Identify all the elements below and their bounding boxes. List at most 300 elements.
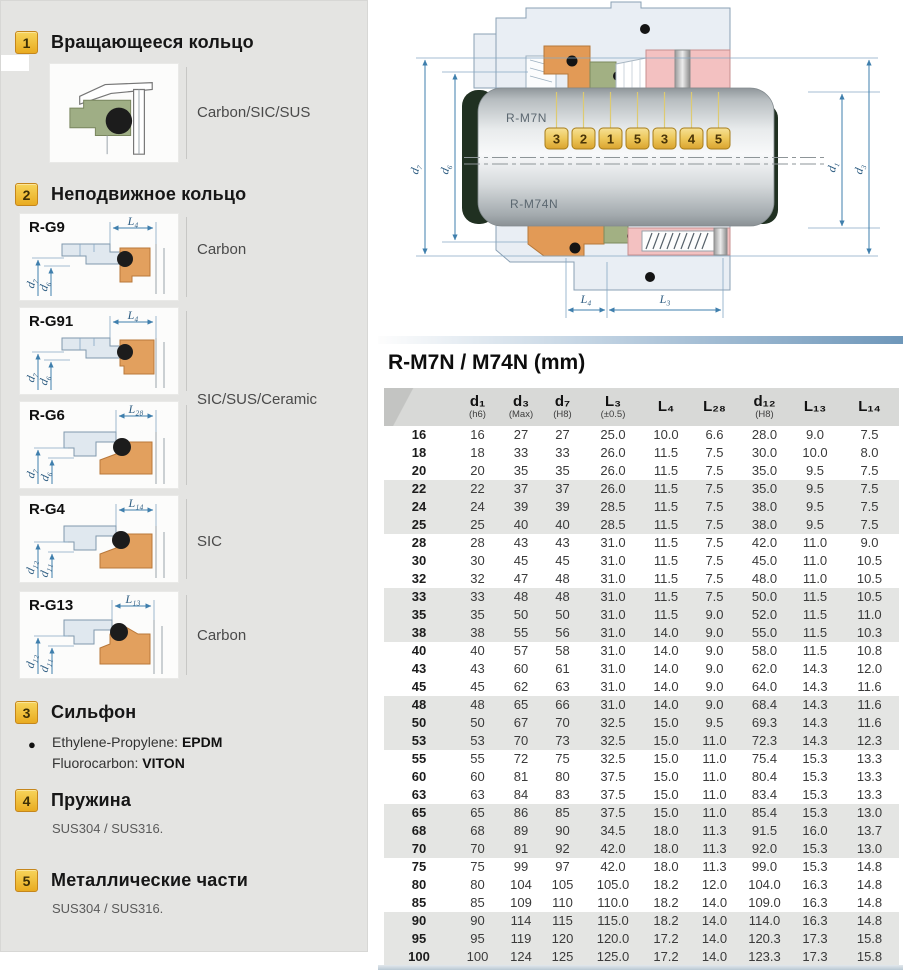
value-cell: 50 — [513, 607, 529, 622]
dim-label-d7: d₇ — [407, 162, 424, 176]
size-cell: 48 — [411, 697, 427, 712]
value-cell: 16.3 — [802, 895, 828, 910]
dim-label: L₁₄ — [128, 496, 144, 510]
value-cell: 62.0 — [751, 661, 778, 676]
table-row — [384, 570, 899, 588]
value-cell: 18.0 — [653, 859, 679, 874]
value-cell: 26.0 — [600, 463, 626, 478]
value-cell: 9.5 — [805, 481, 825, 496]
value-cell: 7.5 — [705, 481, 724, 496]
table-row — [384, 642, 899, 660]
value-cell: 90 — [555, 823, 570, 838]
size-cell: 30 — [411, 553, 427, 568]
section-title: Вращающееся кольцо — [51, 32, 254, 52]
value-cell: 80 — [555, 769, 570, 784]
dim-label-L4: L₄ — [580, 292, 592, 306]
material-label: Ethylene-Propylene: — [52, 734, 182, 750]
table-row — [384, 876, 899, 894]
value-cell: 18 — [470, 445, 485, 460]
table-row — [384, 660, 899, 678]
value-cell: 18.0 — [653, 823, 679, 838]
value-cell: 63 — [555, 679, 570, 694]
column-header — [384, 388, 454, 426]
value-cell: 24 — [470, 499, 485, 514]
value-cell: 11.0 — [702, 769, 727, 784]
variant-name: R-G9 — [29, 219, 65, 236]
table-row — [384, 714, 899, 732]
value-cell: 9.0 — [705, 697, 724, 712]
size-cell: 75 — [411, 859, 427, 874]
divider — [186, 217, 187, 297]
value-cell: 11.5 — [653, 553, 679, 568]
column-header: d₁₂ (H8) — [739, 388, 790, 426]
value-cell: 64.0 — [751, 679, 778, 694]
variant-r-g6-figure — [19, 401, 179, 489]
value-cell: 8.0 — [860, 445, 879, 460]
value-cell: 15.0 — [653, 733, 679, 748]
value-cell: 17.2 — [653, 949, 679, 964]
value-cell: 9.5 — [805, 517, 825, 532]
value-cell: 9.5 — [705, 715, 724, 730]
value-cell: 125 — [551, 949, 574, 964]
main-panel — [378, 0, 903, 970]
value-cell: 11.6 — [857, 697, 882, 712]
value-cell: 11.5 — [802, 643, 828, 658]
value-cell: 42.0 — [751, 535, 778, 550]
table-row — [384, 426, 899, 444]
value-cell: 11.0 — [702, 805, 727, 820]
value-cell: 15.3 — [802, 805, 828, 820]
value-cell: 7.5 — [860, 463, 879, 478]
value-cell: 83 — [555, 787, 570, 802]
value-cell: 34.5 — [600, 823, 626, 838]
value-cell: 7.5 — [860, 427, 879, 442]
value-cell: 73 — [555, 733, 570, 748]
seal-assembly-diagram — [378, 0, 903, 336]
table-row — [384, 948, 899, 966]
value-cell: 75.4 — [751, 751, 778, 766]
value-cell: 37.5 — [600, 769, 626, 784]
dim-label: d₁₂ — [22, 652, 40, 670]
dim-label: L₄ — [127, 214, 139, 228]
value-cell: 14.3 — [802, 715, 828, 730]
drive-pin — [675, 50, 690, 88]
column-header: L₄ — [642, 388, 690, 426]
value-cell: 65 — [470, 805, 485, 820]
value-cell: 14.8 — [856, 895, 883, 910]
table-row — [384, 588, 899, 606]
value-cell: 14.8 — [856, 877, 883, 892]
column-header: L₂₈ — [690, 388, 739, 426]
dim-label: L₂₈ — [128, 402, 144, 416]
value-cell: 16 — [470, 427, 485, 442]
dim-label: d₇ — [23, 466, 40, 480]
material-label: SIC/SUS/Ceramic — [197, 391, 318, 408]
value-cell: 109 — [510, 895, 532, 910]
table-row — [384, 786, 899, 804]
value-cell: 9.0 — [705, 625, 724, 640]
value-cell: 125.0 — [596, 949, 630, 964]
value-cell: 55 — [513, 625, 529, 640]
spring-material: SUS304 / SUS316. — [52, 821, 164, 836]
value-cell: 9.5 — [805, 463, 825, 478]
section-rotating-ring-header — [15, 31, 254, 54]
value-cell: 50 — [555, 607, 570, 622]
value-cell: 7.5 — [860, 481, 879, 496]
value-cell: 9.0 — [860, 535, 879, 550]
value-cell: 15.8 — [856, 931, 883, 946]
bellows-materials — [52, 732, 222, 774]
value-cell: 9.0 — [705, 607, 724, 622]
callout-number: 3 — [660, 131, 669, 147]
value-cell: 47 — [513, 571, 529, 586]
value-cell: 10.0 — [802, 445, 828, 460]
oring-dot — [570, 243, 581, 254]
callout-number: 1 — [606, 131, 615, 147]
value-cell: 35 — [513, 463, 529, 478]
value-cell: 110 — [552, 895, 573, 910]
size-cell: 100 — [408, 949, 430, 964]
variant-r-g91-figure — [19, 307, 179, 395]
value-cell: 14.0 — [701, 931, 728, 946]
value-cell: 13.0 — [856, 805, 883, 820]
value-cell: 11.5 — [653, 589, 679, 604]
value-cell: 11.5 — [653, 463, 679, 478]
value-cell: 15.0 — [653, 751, 679, 766]
dimension-table — [384, 388, 899, 966]
value-cell: 31.0 — [600, 661, 626, 676]
value-cell: 7.5 — [705, 553, 724, 568]
variant-r-g13-figure — [19, 591, 179, 679]
value-cell: 15.0 — [653, 787, 679, 802]
sidebar — [0, 0, 368, 952]
table-row — [384, 606, 899, 624]
value-cell: 80 — [470, 877, 485, 892]
size-cell: 43 — [411, 661, 427, 676]
value-cell: 14.3 — [802, 679, 828, 694]
value-cell: 14.8 — [856, 913, 883, 928]
value-cell: 120.0 — [596, 931, 630, 946]
size-cell: 18 — [411, 445, 427, 460]
value-cell: 33 — [470, 589, 485, 604]
dim-label: d₆ — [37, 469, 54, 483]
value-cell: 72 — [513, 751, 529, 766]
divider — [186, 311, 187, 391]
value-cell: 11.5 — [653, 571, 679, 586]
value-cell: 28.0 — [751, 427, 778, 442]
value-cell: 16.3 — [802, 877, 828, 892]
oring-dot — [640, 24, 650, 34]
value-cell: 31.0 — [600, 571, 626, 586]
value-cell: 11.0 — [702, 787, 727, 802]
value-cell: 52.0 — [751, 607, 778, 622]
section-bellows-header — [15, 701, 136, 724]
value-cell: 14.0 — [653, 679, 679, 694]
table-row — [384, 444, 899, 462]
value-cell: 48.0 — [751, 571, 778, 586]
divider — [186, 595, 187, 675]
value-cell: 99 — [513, 859, 529, 874]
value-cell: 32 — [470, 571, 485, 586]
table-row — [384, 624, 899, 642]
value-cell: 38.0 — [751, 517, 778, 532]
size-cell: 35 — [411, 607, 427, 622]
value-cell: 39 — [555, 499, 570, 514]
value-cell: 15.0 — [653, 715, 679, 730]
value-cell: 11.5 — [802, 625, 828, 640]
value-cell: 18.2 — [653, 877, 679, 892]
value-cell: 15.3 — [802, 751, 828, 766]
value-cell: 15.3 — [802, 787, 828, 802]
value-cell: 123.3 — [748, 949, 781, 964]
value-cell: 85 — [555, 805, 570, 820]
table-row — [384, 822, 899, 840]
value-cell: 9.5 — [805, 499, 825, 514]
value-cell: 60 — [470, 769, 485, 784]
value-cell: 83.4 — [751, 787, 778, 802]
value-cell: 48 — [555, 571, 570, 586]
value-cell: 35 — [470, 607, 485, 622]
value-cell: 70 — [513, 733, 529, 748]
value-cell: 15.3 — [802, 841, 828, 856]
value-cell: 32.5 — [600, 715, 626, 730]
table-row — [384, 768, 899, 786]
size-cell: 95 — [411, 931, 427, 946]
value-cell: 15.0 — [653, 769, 679, 784]
column-header: d₇ (H8) — [541, 388, 584, 426]
column-header: d₃ (Max) — [501, 388, 541, 426]
callout-number: 3 — [552, 131, 561, 147]
value-cell: 7.5 — [705, 463, 724, 478]
value-cell: 7.5 — [705, 571, 724, 586]
value-cell: 15.3 — [802, 859, 828, 874]
oring-dot — [567, 56, 578, 67]
value-cell: 31.0 — [600, 607, 626, 622]
value-cell: 11.5 — [802, 607, 828, 622]
material-label: Fluorocarbon: — [52, 755, 143, 771]
dim-label-L3: L₃ — [659, 292, 671, 306]
value-cell: 31.0 — [600, 697, 626, 712]
value-cell: 35.0 — [751, 463, 778, 478]
value-cell: 15.8 — [856, 949, 883, 964]
value-cell: 37.5 — [600, 805, 626, 820]
size-cell: 24 — [411, 499, 427, 514]
size-cell: 68 — [411, 823, 427, 838]
value-cell: 10.8 — [856, 643, 883, 658]
value-cell: 75 — [470, 859, 485, 874]
value-cell: 109.0 — [748, 895, 781, 910]
value-cell: 9.0 — [705, 643, 724, 658]
value-cell: 40 — [470, 643, 485, 658]
table-row — [384, 462, 899, 480]
section-metal-parts-header — [15, 869, 248, 892]
value-cell: 115 — [552, 913, 573, 928]
value-cell: 95 — [470, 931, 485, 946]
value-cell: 10.5 — [856, 571, 883, 586]
value-cell: 14.3 — [802, 697, 828, 712]
value-cell: 11.5 — [653, 607, 679, 622]
value-cell: 84 — [513, 787, 529, 802]
value-cell: 7.5 — [860, 499, 879, 514]
value-cell: 7.5 — [705, 445, 724, 460]
value-cell: 15.3 — [802, 769, 828, 784]
value-cell: 67 — [513, 715, 529, 730]
value-cell: 91.5 — [751, 823, 778, 838]
value-cell: 33 — [513, 445, 529, 460]
size-cell: 16 — [411, 427, 427, 442]
value-cell: 43 — [513, 535, 529, 550]
value-cell: 63 — [470, 787, 485, 802]
value-cell: 12.3 — [856, 733, 883, 748]
value-cell: 27 — [555, 427, 570, 442]
section-spring-header — [15, 789, 131, 812]
value-cell: 104.0 — [748, 877, 781, 892]
value-cell: 14.0 — [653, 697, 679, 712]
size-cell: 33 — [411, 589, 427, 604]
dim-label: d₇ — [23, 370, 40, 384]
value-cell: 11.0 — [802, 571, 828, 586]
value-cell: 18.0 — [653, 841, 679, 856]
value-cell: 39 — [513, 499, 529, 514]
value-cell: 6.6 — [705, 427, 724, 442]
value-cell: 48 — [555, 589, 570, 604]
value-cell: 11.3 — [702, 859, 727, 874]
value-cell: 16.3 — [802, 913, 828, 928]
value-cell: 100 — [466, 949, 489, 964]
value-cell: 25 — [470, 517, 485, 532]
value-cell: 68.4 — [751, 697, 778, 712]
table-row — [384, 696, 899, 714]
value-cell: 11.0 — [802, 553, 828, 568]
value-cell: 28.5 — [600, 517, 626, 532]
material-label: SIC — [197, 533, 223, 550]
table-row — [384, 552, 899, 570]
table-row — [384, 480, 899, 498]
callout-number: 5 — [714, 131, 723, 147]
value-cell: 14.0 — [701, 913, 728, 928]
value-cell: 7.5 — [705, 499, 724, 514]
value-cell: 69.3 — [751, 715, 778, 730]
divider — [186, 67, 187, 159]
value-cell: 86 — [513, 805, 529, 820]
dim-label-d1: d₁ — [824, 160, 841, 174]
value-cell: 115.0 — [597, 913, 629, 928]
dim-label: d₇ — [23, 276, 40, 290]
value-cell: 17.2 — [653, 931, 679, 946]
value-cell: 11.0 — [857, 607, 882, 622]
value-cell: 43 — [470, 661, 485, 676]
dim-label: d₆ — [36, 373, 53, 387]
value-cell: 62 — [513, 679, 529, 694]
table-row — [384, 498, 899, 516]
table-header-row — [384, 388, 899, 426]
section-number-badge: 3 — [15, 701, 38, 724]
value-cell: 32.5 — [600, 751, 626, 766]
value-cell: 11.0 — [802, 535, 828, 550]
value-cell: 68 — [470, 823, 485, 838]
page-edge — [378, 965, 903, 970]
value-cell: 14.0 — [701, 949, 728, 964]
value-cell: 28.5 — [600, 499, 626, 514]
value-cell: 17.3 — [802, 931, 828, 946]
value-cell: 26.0 — [600, 445, 626, 460]
section-title: Неподвижное кольцо — [51, 184, 247, 204]
divider — [186, 405, 187, 485]
value-cell: 37 — [555, 481, 570, 496]
value-cell: 114 — [510, 913, 532, 928]
size-cell: 65 — [411, 805, 427, 820]
value-cell: 17.3 — [802, 949, 828, 964]
value-cell: 14.3 — [802, 733, 828, 748]
value-cell: 11.5 — [653, 445, 679, 460]
value-cell: 97 — [555, 859, 570, 874]
value-cell: 92 — [555, 841, 570, 856]
variant-name: R-G4 — [29, 501, 65, 518]
dim-label: L₁₃ — [125, 592, 141, 606]
value-cell: 45 — [470, 679, 485, 694]
value-cell: 42.0 — [600, 841, 626, 856]
dim-label-d6: d₆ — [437, 162, 454, 176]
size-cell: 45 — [411, 679, 427, 694]
section-stationary-ring-header — [15, 183, 246, 206]
value-cell: 31.0 — [600, 535, 626, 550]
dim-label-d3: d₃ — [851, 162, 868, 176]
value-cell: 10.5 — [856, 589, 883, 604]
table-row — [384, 912, 899, 930]
value-cell: 14.0 — [653, 661, 679, 676]
value-cell: 58.0 — [751, 643, 778, 658]
table-row — [384, 858, 899, 876]
value-cell: 11.0 — [702, 751, 727, 766]
dim-label: L₄ — [127, 308, 139, 322]
table-row — [384, 534, 899, 552]
value-cell: 33 — [555, 445, 570, 460]
value-cell: 22 — [470, 481, 485, 496]
section-title: Сильфон — [51, 702, 137, 722]
size-cell: 22 — [411, 481, 427, 496]
column-header: L₁₄ — [840, 388, 899, 426]
size-cell: 25 — [411, 517, 427, 532]
metal-parts-material: SUS304 / SUS316. — [52, 901, 164, 916]
value-cell: 26.0 — [600, 481, 626, 496]
section-number-badge: 1 — [15, 31, 38, 54]
value-cell: 119 — [510, 931, 532, 946]
value-cell: 13.3 — [856, 769, 883, 784]
model-label-bottom: R-M74N — [510, 197, 559, 211]
material-label: Carbon — [197, 241, 247, 258]
table-row — [384, 732, 899, 750]
section-separator — [378, 336, 903, 344]
value-cell: 18.2 — [653, 913, 679, 928]
value-cell: 45.0 — [751, 553, 778, 568]
value-cell: 18.2 — [653, 895, 679, 910]
size-cell: 38 — [411, 625, 427, 640]
value-cell: 30 — [470, 553, 485, 568]
value-cell: 30.0 — [751, 445, 778, 460]
value-cell: 56 — [555, 625, 570, 640]
value-cell: 120 — [551, 931, 574, 946]
value-cell: 31.0 — [600, 589, 626, 604]
value-cell: 105 — [551, 877, 574, 892]
value-cell: 90 — [470, 913, 485, 928]
value-cell: 42.0 — [600, 859, 626, 874]
value-cell: 50 — [470, 715, 485, 730]
value-cell: 40 — [555, 517, 570, 532]
column-header: L₃ (±0.5) — [584, 388, 642, 426]
value-cell: 11.5 — [802, 589, 828, 604]
seal-components-bottom — [528, 225, 730, 256]
size-cell: 20 — [411, 463, 427, 478]
